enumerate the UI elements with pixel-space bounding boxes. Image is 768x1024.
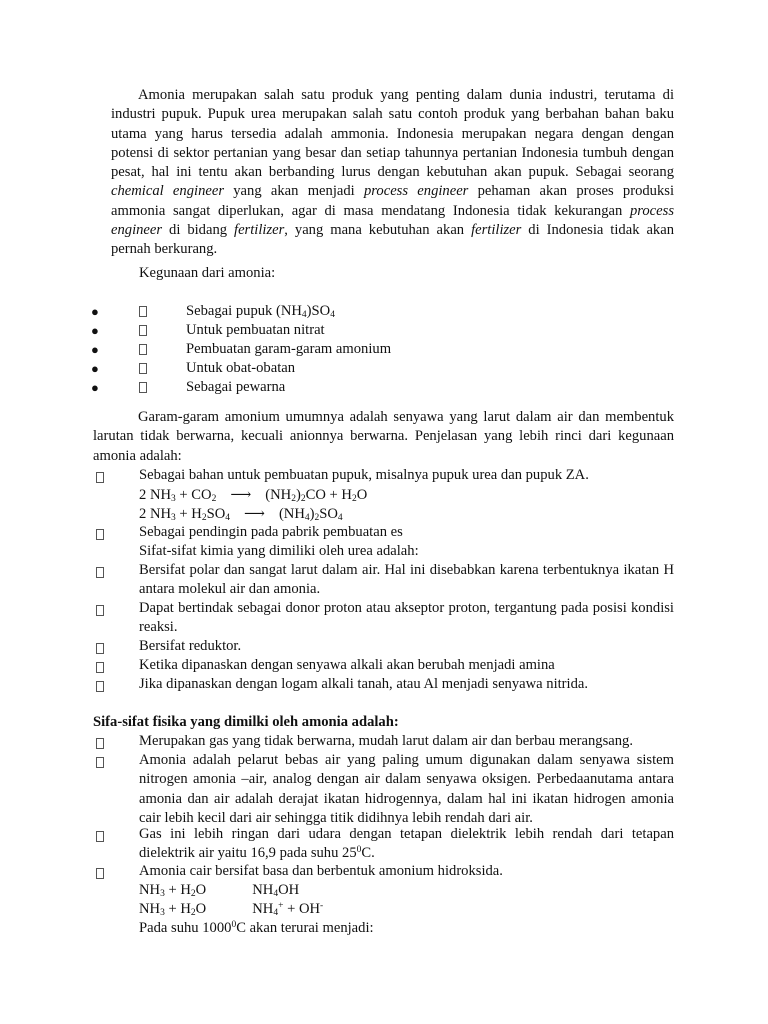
equation-4: $NH_3 + H_2O$ $NH_4^+ + OH^-$ <box>139 901 324 918</box>
garam-paragraph: Garam-garam amonium umumnya adalah senyawa yang larut dalam air dan membentuk larutan tidak berwarna, kecuali anionnya berwarna. Penjelasan yang lebih rinci dari kegunaan amonia adalah: <box>93 409 674 464</box>
use-item-1: Sebagai pupuk $(NH_4)SO_4$ <box>186 303 335 320</box>
physical-item-3: Gas ini lebih ringan dari udara dengan tetapan dielektrik lebih rendah dari tetapan dielektrik air yaitu 16,9 pada suhu $25^0C$. <box>139 826 674 862</box>
bullet-icon: ● <box>91 342 99 357</box>
physical-item-5: Pada suhu 1000$^0$C akan terurai menjadi: <box>139 920 374 936</box>
missing-glyph-icon <box>96 605 104 616</box>
physical-properties-heading: Sifa-sifat fisika yang dimilki oleh amonia adalah: <box>93 714 399 730</box>
missing-glyph-icon <box>96 662 104 673</box>
physical-item-2: Amonia adalah pelarut bebas air yang paling umum digunakan dalam senyawa sistem nitrogen amonia –air, analog dengan air dalam senyawa oksigen. Perbedaanutama antara amonia dan air adalah derajat ikatan hidrogennya, dalam hal ini ikatan hidrogen amonia cair lebih kecil dari air sehingga titik didihnya lebih rendah dari air. <box>139 752 674 826</box>
missing-glyph-icon <box>96 472 104 483</box>
missing-glyph-icon <box>96 681 104 692</box>
use-item-4: Untuk obat-obatan <box>186 360 296 376</box>
chemical-properties-heading: Sifat-sifat kimia yang dimiliki oleh urea adalah: <box>139 543 419 559</box>
intro-italic-4: fertilizer <box>234 222 285 239</box>
equation-2: 2 $NH_3 + H_2SO_4$ ⟶ $(NH_4)_2SO_4$ <box>139 506 343 523</box>
arrow-icon: ⟶ <box>230 487 252 503</box>
bullet-icon: ● <box>91 323 99 338</box>
intro-text-2: yang akan menjadi <box>224 183 364 200</box>
equation-3: $NH_3 + H_2O$ $NH_4OH$ <box>139 882 300 899</box>
missing-glyph-icon <box>96 868 104 879</box>
missing-glyph-icon <box>96 738 104 749</box>
missing-glyph-icon <box>139 325 147 336</box>
intro-italic-3: process engineer <box>111 202 674 239</box>
missing-glyph-icon <box>96 567 104 578</box>
intro-italic-5: fertilizer <box>471 222 522 239</box>
missing-glyph-icon <box>139 382 147 393</box>
arrow-icon: ⟶ <box>244 506 265 522</box>
missing-glyph-icon <box>96 529 104 540</box>
intro-text-6: di Indonesia tidak akan pernah berkurang. <box>111 222 674 258</box>
bullet-icon: ● <box>91 304 99 319</box>
missing-glyph-icon <box>139 363 147 374</box>
uses-heading: Kegunaan dari amonia: <box>139 265 276 281</box>
missing-glyph-icon <box>96 643 104 654</box>
detail-item-2: Sebagai pendingin pada pabrik pembuatan es <box>139 524 403 540</box>
physical-item-1: Merupakan gas yang tidak berwarna, mudah larut dalam air dan berbau merangsang. <box>139 733 633 749</box>
intro-paragraph <box>111 86 674 260</box>
missing-glyph-icon <box>96 757 104 768</box>
detail-item-1: Sebagai bahan untuk pembuatan pupuk, misalnya pupuk urea dan pupuk ZA. <box>139 467 589 483</box>
intro-text-4: di bidang <box>162 222 235 239</box>
bullet-icon: ● <box>91 361 99 376</box>
missing-glyph-icon <box>139 344 147 355</box>
intro-text-5: , yang mana kebutuhan akan <box>284 222 472 239</box>
detail-item-7: Jika dipanaskan dengan logam alkali tanah, atau Al menjadi senyawa nitrida. <box>139 676 589 692</box>
physical-item-4: Amonia cair bersifat basa dan berbentuk amonium hidroksida. <box>139 863 503 879</box>
detail-item-6: Ketika dipanaskan dengan senyawa alkali akan berubah menjadi amina <box>139 657 555 673</box>
detail-item-5: Bersifat reduktor. <box>139 638 242 654</box>
bullet-icon: ● <box>91 380 99 395</box>
detail-item-4: Dapat bertindak sebagai donor proton atau akseptor proton, tergantung pada posisi kondisi reaksi. <box>139 600 674 636</box>
use-item-2: Untuk pembuatan nitrat <box>186 322 325 338</box>
intro-italic-2: process engineer <box>363 183 469 200</box>
missing-glyph-icon <box>139 306 147 317</box>
use-item-3: Pembuatan garam-garam amonium <box>186 341 392 357</box>
intro-text-3: pehaman akan proses produksi ammonia sangat diperlukan, agar di masa mendatang Indonesia tidak kekurangan <box>111 183 674 219</box>
detail-item-3: Bersifat polar dan sangat larut dalam air. Hal ini disebabkan karena terbentuknya ikatan H antara molekul air dan amonia. <box>139 562 674 598</box>
use-item-5: Sebagai pewarna <box>186 379 286 395</box>
intro-italic-1: chemical engineer <box>111 183 224 200</box>
intro-text-1: Amonia merupakan salah satu produk yang penting dalam dunia industri, terutama di industri pupuk. Pupuk urea merupakan salah satu contoh produk yang berbahan bahan baku utama yang harus tersedia adalah ammonia. Indonesia merupakan negara dengan dengan potensi di sektor pertanian yang besar dan setiap tahunnya pertanian Indonesia tumbuh dengan pesat, hal ini tentu akan berbanding lurus dengan kebutuhan akan pupuk. Sebagai seorang <box>111 87 674 181</box>
missing-glyph-icon <box>96 831 104 842</box>
equation-1: 2 $NH_3 + CO_2$ ⟶ $(NH_2)_2CO + H_2O$ <box>139 487 368 504</box>
